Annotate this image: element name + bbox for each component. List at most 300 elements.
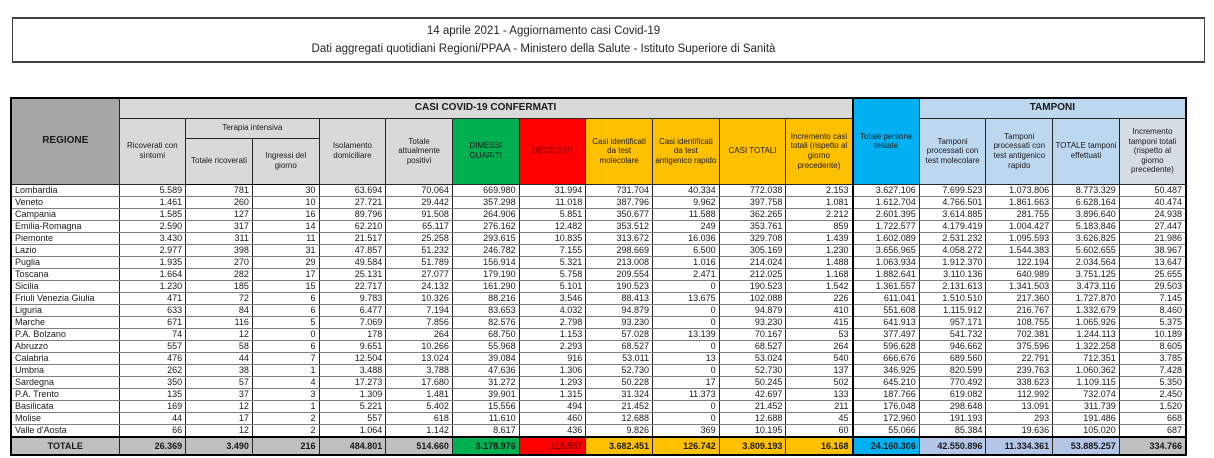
table-header <box>11 98 1186 184</box>
value-cell: 94.879 <box>719 304 786 316</box>
value-cell: 7.069 <box>319 316 386 328</box>
value-cell: 66 <box>119 424 186 437</box>
value-cell: 68.527 <box>719 340 786 352</box>
value-cell: 7.155 <box>519 244 586 256</box>
value-cell: 7 <box>252 352 319 364</box>
region-name: Valle d'Aosta <box>11 424 119 437</box>
value-cell: 6 <box>252 292 319 304</box>
value-cell: 9.962 <box>653 196 720 208</box>
value-cell: 1.510.510 <box>919 292 986 304</box>
region-name: Liguria <box>11 304 119 316</box>
value-cell: 72 <box>186 292 253 304</box>
region-name: Friuli Venezia Giulia <box>11 292 119 304</box>
value-cell: 217.360 <box>986 292 1053 304</box>
value-cell: 1.060.362 <box>1053 364 1120 376</box>
covid-data-table <box>10 97 1187 456</box>
header-ricoverati-con-sintomi: Ricoverati con sintomi <box>119 118 186 184</box>
value-cell: 264 <box>786 340 853 352</box>
value-cell: 209.554 <box>586 268 653 280</box>
value-cell: 264 <box>386 328 453 340</box>
value-cell: 25.655 <box>1119 268 1186 280</box>
value-cell: 687 <box>1119 424 1186 437</box>
value-cell: 91.508 <box>386 208 453 220</box>
value-cell: 116 <box>186 316 253 328</box>
value-cell: 732.074 <box>1053 388 1120 400</box>
value-cell: 350 <box>119 376 186 388</box>
header-deceduti: DECEDUTI <box>519 118 586 184</box>
value-cell: 13.675 <box>653 292 720 304</box>
value-cell: 5.101 <box>519 280 586 292</box>
value-cell: 820.599 <box>919 364 986 376</box>
value-cell: 191.486 <box>1053 412 1120 424</box>
value-cell: 5.350 <box>1119 376 1186 388</box>
value-cell: 1.230 <box>119 280 186 292</box>
table-row <box>11 280 1186 292</box>
value-cell: 2.590 <box>119 220 186 232</box>
value-cell: 6 <box>252 340 319 352</box>
value-cell: 27.077 <box>386 268 453 280</box>
header-casi-test-molecolare: Casi identificati da test molecolare <box>586 118 653 184</box>
value-cell: 2.977 <box>119 244 186 256</box>
value-cell: 5.602.655 <box>1053 244 1120 256</box>
total-value-cell: 3.490 <box>186 437 253 455</box>
value-cell: 410 <box>786 304 853 316</box>
table-row <box>11 328 1186 340</box>
value-cell: 557 <box>119 340 186 352</box>
value-cell: 88.413 <box>586 292 653 304</box>
value-cell: 1 <box>252 400 319 412</box>
value-cell: 6.500 <box>653 244 720 256</box>
table-row <box>11 316 1186 328</box>
value-cell: 1.542 <box>786 280 853 292</box>
value-cell: 16 <box>252 208 319 220</box>
value-cell: 551.608 <box>853 304 920 316</box>
region-name: Molise <box>11 412 119 424</box>
value-cell: 17 <box>252 268 319 280</box>
value-cell: 12.482 <box>519 220 586 232</box>
value-cell: 0 <box>653 364 720 376</box>
value-cell: 13 <box>653 352 720 364</box>
value-cell: 1.912.370 <box>919 256 986 268</box>
value-cell: 190.523 <box>586 280 653 292</box>
value-cell: 946.662 <box>919 340 986 352</box>
value-cell: 276.162 <box>452 220 519 232</box>
header-tamponi-test-molecolare: Tamponi processati con test molecolare <box>919 118 986 184</box>
value-cell: 50.487 <box>1119 184 1186 196</box>
value-cell: 68.750 <box>452 328 519 340</box>
value-cell: 5.183.846 <box>1053 220 1120 232</box>
value-cell: 44 <box>186 352 253 364</box>
value-cell: 293.615 <box>452 232 519 244</box>
region-name: Marche <box>11 316 119 328</box>
value-cell: 178 <box>319 328 386 340</box>
value-cell: 1.361.557 <box>853 280 920 292</box>
value-cell: 270 <box>186 256 253 268</box>
value-cell: 246.782 <box>452 244 519 256</box>
value-cell: 5.851 <box>519 208 586 220</box>
value-cell: 62.210 <box>319 220 386 232</box>
header-terapia-intensiva: Terapia intensiva <box>186 118 319 138</box>
value-cell: 5 <box>252 316 319 328</box>
table-row <box>11 304 1186 316</box>
value-cell: 24.132 <box>386 280 453 292</box>
value-cell: 68.527 <box>586 340 653 352</box>
region-name: Basilicata <box>11 400 119 412</box>
value-cell: 1.142 <box>386 424 453 437</box>
region-name: Umbria <box>11 364 119 376</box>
total-value-cell: 24.160.306 <box>853 437 920 455</box>
value-cell: 127 <box>186 208 253 220</box>
value-cell: 63.694 <box>319 184 386 196</box>
value-cell: 89.796 <box>319 208 386 220</box>
value-cell: 135 <box>119 388 186 400</box>
value-cell: 311 <box>186 232 253 244</box>
value-cell: 12 <box>186 328 253 340</box>
total-value-cell: 16.168 <box>786 437 853 455</box>
value-cell: 3.488 <box>319 364 386 376</box>
value-cell: 1.602.089 <box>853 232 920 244</box>
value-cell: 1.722.577 <box>853 220 920 232</box>
header-totale-tamponi-effettuati: TOTALE tamponi effettuati <box>1053 118 1120 184</box>
total-value-cell: 11.334.361 <box>986 437 1053 455</box>
value-cell: 3.473.116 <box>1053 280 1120 292</box>
value-cell: 52.730 <box>719 364 786 376</box>
value-cell: 10 <box>252 196 319 208</box>
value-cell: 40.334 <box>653 184 720 196</box>
value-cell: 1.309 <box>319 388 386 400</box>
value-cell: 618 <box>386 412 453 424</box>
value-cell: 47.857 <box>319 244 386 256</box>
value-cell: 13.139 <box>653 328 720 340</box>
value-cell: 2.798 <box>519 316 586 328</box>
value-cell: 12 <box>186 400 253 412</box>
value-cell: 957.171 <box>919 316 986 328</box>
value-cell: 24.938 <box>1119 208 1186 220</box>
value-cell: 187.766 <box>853 388 920 400</box>
value-cell: 112.992 <box>986 388 1053 400</box>
value-cell: 226 <box>786 292 853 304</box>
value-cell: 596.628 <box>853 340 920 352</box>
value-cell: 5.402 <box>386 400 453 412</box>
total-value-cell: 3.178.976 <box>452 437 519 455</box>
value-cell: 262 <box>119 364 186 376</box>
value-cell: 346.925 <box>853 364 920 376</box>
value-cell: 0 <box>653 412 720 424</box>
value-cell: 3 <box>252 388 319 400</box>
value-cell: 1.109.115 <box>1053 376 1120 388</box>
value-cell: 19.636 <box>986 424 1053 437</box>
value-cell: 17 <box>653 376 720 388</box>
value-cell: 3.627.106 <box>853 184 920 196</box>
total-value-cell: 53.885.257 <box>1053 437 1120 455</box>
value-cell: 350.677 <box>586 208 653 220</box>
value-cell: 55.066 <box>853 424 920 437</box>
value-cell: 541.732 <box>919 328 986 340</box>
value-cell: 781 <box>186 184 253 196</box>
value-cell: 1.520 <box>1119 400 1186 412</box>
value-cell: 689.560 <box>919 352 986 364</box>
value-cell: 298.669 <box>586 244 653 256</box>
value-cell: 1.332.679 <box>1053 304 1120 316</box>
value-cell: 21.452 <box>719 400 786 412</box>
value-cell: 53.011 <box>586 352 653 364</box>
value-cell: 161.290 <box>452 280 519 292</box>
value-cell: 0 <box>653 316 720 328</box>
value-cell: 260 <box>186 196 253 208</box>
value-cell: 377.497 <box>853 328 920 340</box>
value-cell: 8.773.329 <box>1053 184 1120 196</box>
value-cell: 21.517 <box>319 232 386 244</box>
table-body <box>11 184 1186 437</box>
value-cell: 44 <box>119 412 186 424</box>
value-cell: 249 <box>653 220 720 232</box>
value-cell: 70.064 <box>386 184 453 196</box>
value-cell: 1.488 <box>786 256 853 268</box>
header-banner-casi-confermati: CASI COVID-19 CONFERMATI <box>119 98 853 118</box>
value-cell: 1 <box>252 364 319 376</box>
value-cell: 17.680 <box>386 376 453 388</box>
value-cell: 502 <box>786 376 853 388</box>
value-cell: 30 <box>252 184 319 196</box>
value-cell: 1.664 <box>119 268 186 280</box>
value-cell: 53.024 <box>719 352 786 364</box>
value-cell: 74 <box>119 328 186 340</box>
value-cell: 1.315 <box>519 388 586 400</box>
value-cell: 1.439 <box>786 232 853 244</box>
value-cell: 25.131 <box>319 268 386 280</box>
value-cell: 50.245 <box>719 376 786 388</box>
value-cell: 156.914 <box>452 256 519 268</box>
value-cell: 0 <box>653 304 720 316</box>
value-cell: 39.901 <box>452 388 519 400</box>
value-cell: 298.648 <box>919 400 986 412</box>
value-cell: 0 <box>653 280 720 292</box>
value-cell: 191.193 <box>919 412 986 424</box>
value-cell: 2 <box>252 412 319 424</box>
value-cell: 17 <box>186 412 253 424</box>
value-cell: 338.623 <box>986 376 1053 388</box>
value-cell: 9.783 <box>319 292 386 304</box>
value-cell: 1.073.806 <box>986 184 1053 196</box>
value-cell: 1.544.383 <box>986 244 1053 256</box>
region-name: Toscana <box>11 268 119 280</box>
value-cell: 1.461 <box>119 196 186 208</box>
value-cell: 640.989 <box>986 268 1053 280</box>
value-cell: 669.980 <box>452 184 519 196</box>
value-cell: 770.492 <box>919 376 986 388</box>
value-cell: 51.232 <box>386 244 453 256</box>
value-cell: 460 <box>519 412 586 424</box>
value-cell: 7.145 <box>1119 292 1186 304</box>
value-cell: 93.230 <box>586 316 653 328</box>
value-cell: 2.212 <box>786 208 853 220</box>
value-cell: 216.767 <box>986 304 1053 316</box>
value-cell: 1.341.503 <box>986 280 1053 292</box>
value-cell: 83.653 <box>452 304 519 316</box>
table-row <box>11 376 1186 388</box>
region-name: Emilia-Romagna <box>11 220 119 232</box>
value-cell: 916 <box>519 352 586 364</box>
table-row <box>11 232 1186 244</box>
value-cell: 633 <box>119 304 186 316</box>
value-cell: 668 <box>1119 412 1186 424</box>
value-cell: 13.091 <box>986 400 1053 412</box>
value-cell: 5.589 <box>119 184 186 196</box>
value-cell: 8.617 <box>452 424 519 437</box>
table-row <box>11 388 1186 400</box>
value-cell: 213.008 <box>586 256 653 268</box>
value-cell: 88.216 <box>452 292 519 304</box>
value-cell: 641.913 <box>853 316 920 328</box>
value-cell: 57.028 <box>586 328 653 340</box>
total-value-cell: 126.742 <box>653 437 720 455</box>
value-cell: 40.474 <box>1119 196 1186 208</box>
value-cell: 415 <box>786 316 853 328</box>
value-cell: 94.879 <box>586 304 653 316</box>
value-cell: 239.763 <box>986 364 1053 376</box>
total-value-cell: 3.682.451 <box>586 437 653 455</box>
value-cell: 702.381 <box>986 328 1053 340</box>
table-row <box>11 340 1186 352</box>
value-cell: 25.258 <box>386 232 453 244</box>
value-cell: 4.766.501 <box>919 196 986 208</box>
value-cell: 176.048 <box>853 400 920 412</box>
total-value-cell: 216 <box>252 437 319 455</box>
value-cell: 5.375 <box>1119 316 1186 328</box>
value-cell: 2.531.232 <box>919 232 986 244</box>
header-totale-attualmente-positivi: Totale attualmente positivi <box>386 118 453 184</box>
value-cell: 31 <box>252 244 319 256</box>
value-cell: 1.065.926 <box>1053 316 1120 328</box>
total-value-cell: 26.369 <box>119 437 186 455</box>
value-cell: 2.034.564 <box>1053 256 1120 268</box>
header-isolamento-domiciliare: Isolamento domiciliare <box>319 118 386 184</box>
value-cell: 4.179.419 <box>919 220 986 232</box>
value-cell: 185 <box>186 280 253 292</box>
value-cell: 1.935 <box>119 256 186 268</box>
value-cell: 122.194 <box>986 256 1053 268</box>
value-cell: 169 <box>119 400 186 412</box>
value-cell: 55.968 <box>452 340 519 352</box>
value-cell: 540 <box>786 352 853 364</box>
value-cell: 2.601.395 <box>853 208 920 220</box>
value-cell: 1.306 <box>519 364 586 376</box>
region-name: Veneto <box>11 196 119 208</box>
header-regione: REGIONE <box>11 98 119 184</box>
value-cell: 2.471 <box>653 268 720 280</box>
value-cell: 7.428 <box>1119 364 1186 376</box>
value-cell: 397.758 <box>719 196 786 208</box>
value-cell: 1.882.641 <box>853 268 920 280</box>
table-row <box>11 364 1186 376</box>
value-cell: 29 <box>252 256 319 268</box>
value-cell: 108.755 <box>986 316 1053 328</box>
header-totale-ricoverati: Totale ricoverati <box>186 138 253 184</box>
value-cell: 645.210 <box>853 376 920 388</box>
value-cell: 712.351 <box>1053 352 1120 364</box>
value-cell: 27.721 <box>319 196 386 208</box>
value-cell: 666.676 <box>853 352 920 364</box>
value-cell: 369 <box>653 424 720 437</box>
total-row-label: TOTALE <box>11 437 119 455</box>
value-cell: 3.430 <box>119 232 186 244</box>
value-cell: 2.131.613 <box>919 280 986 292</box>
value-cell: 1.115.912 <box>919 304 986 316</box>
value-cell: 387.796 <box>586 196 653 208</box>
value-cell: 2 <box>252 424 319 437</box>
value-cell: 17.273 <box>319 376 386 388</box>
table-row <box>11 400 1186 412</box>
value-cell: 0 <box>653 340 720 352</box>
value-cell: 264.906 <box>452 208 519 220</box>
value-cell: 3.785 <box>1119 352 1186 364</box>
value-cell: 353.512 <box>586 220 653 232</box>
value-cell: 313.672 <box>586 232 653 244</box>
table-row <box>11 268 1186 280</box>
value-cell: 0 <box>653 400 720 412</box>
value-cell: 6.628.164 <box>1053 196 1120 208</box>
value-cell: 58 <box>186 340 253 352</box>
value-cell: 102.088 <box>719 292 786 304</box>
header-ingressi-del-giorno: Ingressi del giorno <box>252 138 319 184</box>
value-cell: 65.117 <box>386 220 453 232</box>
value-cell: 3.546 <box>519 292 586 304</box>
value-cell: 212.025 <box>719 268 786 280</box>
value-cell: 329.708 <box>719 232 786 244</box>
value-cell: 305.169 <box>719 244 786 256</box>
value-cell: 93.230 <box>719 316 786 328</box>
value-cell: 31.272 <box>452 376 519 388</box>
value-cell: 1.322.258 <box>1053 340 1120 352</box>
region-name: Sicilia <box>11 280 119 292</box>
header-totale-persone-testate: Totale persone testate <box>853 98 920 184</box>
value-cell: 2.293 <box>519 340 586 352</box>
region-name: P.A. Trento <box>11 388 119 400</box>
header-incremento-tamponi-totali: Incremento tamponi totali (rispetto al giorno precedente) <box>1119 118 1186 184</box>
value-cell: 7.194 <box>386 304 453 316</box>
total-value-cell: 334.766 <box>1119 437 1186 455</box>
header-banner-tamponi: TAMPONI <box>919 98 1186 118</box>
value-cell: 1.244.113 <box>1053 328 1120 340</box>
table-row <box>11 208 1186 220</box>
value-cell: 281.755 <box>986 208 1053 220</box>
value-cell: 611.041 <box>853 292 920 304</box>
value-cell: 12.504 <box>319 352 386 364</box>
value-cell: 4 <box>252 376 319 388</box>
value-cell: 22.791 <box>986 352 1053 364</box>
value-cell: 12.688 <box>586 412 653 424</box>
header-casi-test-antigenico: Casi identificati da test antigenico rapido <box>653 118 720 184</box>
value-cell: 10.326 <box>386 292 453 304</box>
value-cell: 51.789 <box>386 256 453 268</box>
value-cell: 21.452 <box>586 400 653 412</box>
total-value-cell: 3.809.193 <box>719 437 786 455</box>
value-cell: 10.835 <box>519 232 586 244</box>
value-cell: 190.523 <box>719 280 786 292</box>
value-cell: 21.986 <box>1119 232 1186 244</box>
value-cell: 42.697 <box>719 388 786 400</box>
table-footer <box>11 437 1186 455</box>
value-cell: 31.324 <box>586 388 653 400</box>
region-name: Puglia <box>11 256 119 268</box>
value-cell: 2.153 <box>786 184 853 196</box>
region-name: P.A. Bolzano <box>11 328 119 340</box>
value-cell: 471 <box>119 292 186 304</box>
value-cell: 3.896.640 <box>1053 208 1120 220</box>
value-cell: 39.084 <box>452 352 519 364</box>
value-cell: 12 <box>186 424 253 437</box>
value-cell: 0 <box>252 328 319 340</box>
